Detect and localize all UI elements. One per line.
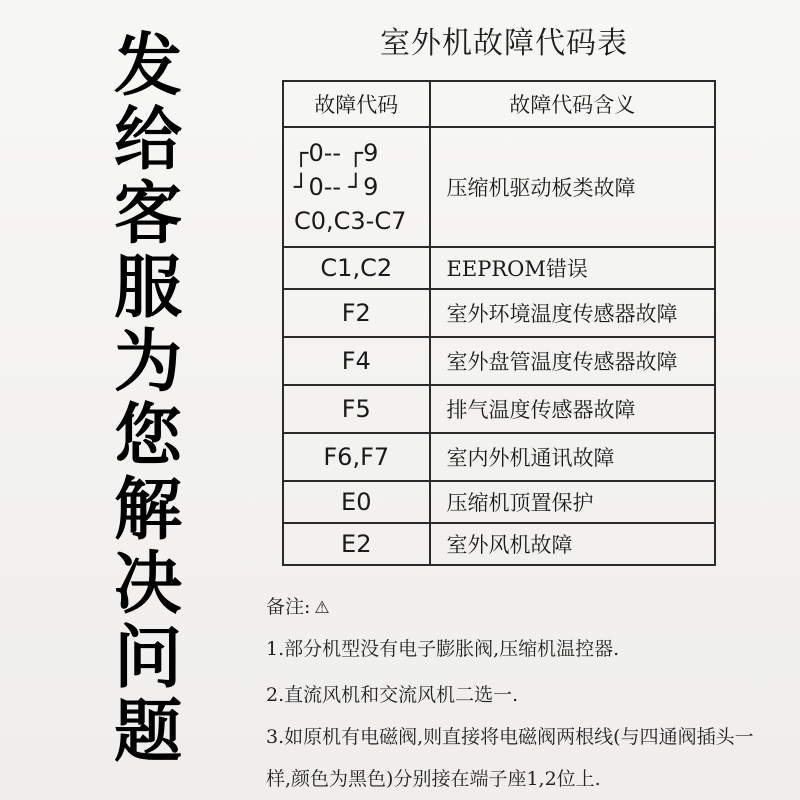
fault-meaning-cell: 压缩机驱动板类故障 [430,127,715,247]
fault-code-line: ┌0-- ┌9 [294,139,379,167]
table-row [283,385,715,433]
page-title: 室外机故障代码表 [380,26,628,61]
banner-char: 服 [113,249,182,328]
table-row [283,433,715,481]
warning-triangle-icon: ⚠ [314,598,330,618]
table-header-row [283,81,715,127]
fault-code-table [282,80,716,566]
fault-meaning-cell: EEPROM错误 [430,247,715,289]
table-row [283,481,715,523]
banner-char: 给 [113,101,182,180]
fault-code-cell [283,127,430,247]
table-row [283,337,715,385]
banner-char: 为 [113,323,182,402]
fault-code-cell: F2 [283,289,430,337]
column-header-meaning: 故障代码含义 [430,81,715,127]
fault-code-cell: F5 [283,385,430,433]
fault-meaning-cell: 室外风机故障 [430,523,715,565]
fault-code-line: C0,C3-C7 [294,207,407,235]
table-row [283,127,715,247]
banner-char: 决 [113,545,182,624]
side-banner [108,27,188,772]
note-line: 2.直流风机和交流风机二选一. [266,684,519,706]
fault-code-cell: C1,C2 [283,247,430,289]
note-line: 样,颜色为黑色)分别接在端子座1,2位上. [266,768,601,790]
notes-label: 备注: [266,596,311,618]
note-line: 1.部分机型没有电子膨胀阀,压缩机温控器. [266,638,620,660]
table-row [283,289,715,337]
fault-code-line: ┘0-- ┘9 [294,173,379,201]
fault-meaning-cell: 排气温度传感器故障 [430,385,715,433]
banner-char: 问 [113,619,182,698]
banner-char: 解 [113,471,182,550]
banner-char: 您 [113,397,182,476]
fault-meaning-cell: 室内外机通讯故障 [430,433,715,481]
table-row [283,247,715,289]
banner-char: 客 [113,175,182,254]
banner-char: 题 [113,693,182,772]
column-header-code: 故障代码 [283,81,430,127]
fault-meaning-cell: 压缩机顶置保护 [430,481,715,523]
fault-meaning-cell: 室外盘管温度传感器故障 [430,337,715,385]
banner-char: 发 [113,27,182,106]
fault-code-cell: E2 [283,523,430,565]
fault-code-cell: F4 [283,337,430,385]
fault-code-cell: F6,F7 [283,433,430,481]
note-line: 3.如原机有电磁阀,则直接将电磁阀两根线(与四通阀插头一 [266,726,754,748]
fault-code-cell: E0 [283,481,430,523]
table-row [283,523,715,565]
fault-meaning-cell: 室外环境温度传感器故障 [430,289,715,337]
notes-label-row [266,592,330,619]
